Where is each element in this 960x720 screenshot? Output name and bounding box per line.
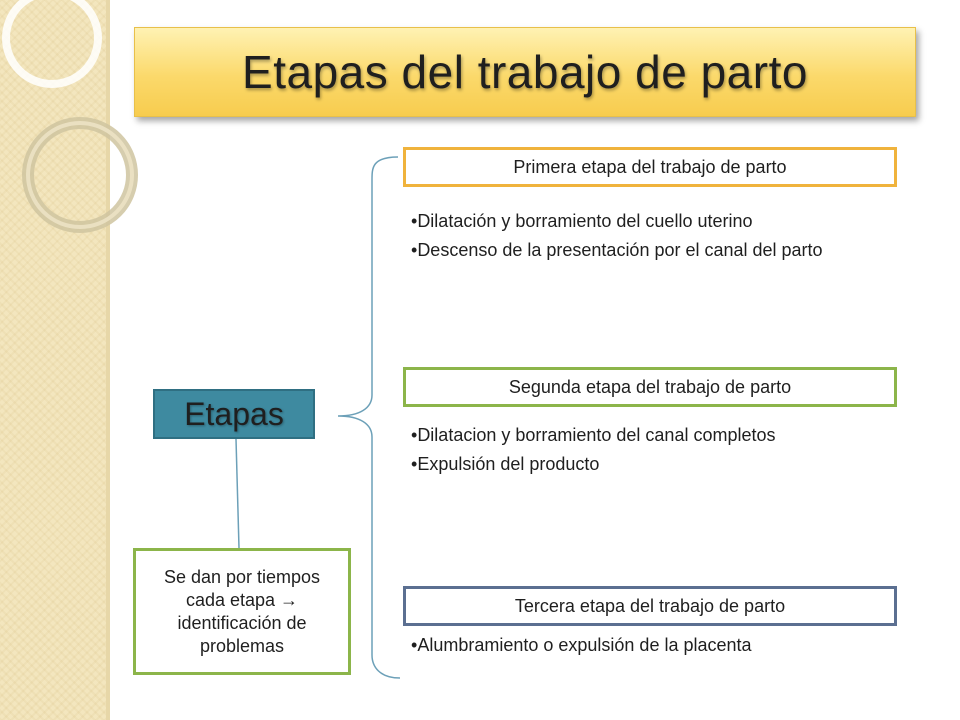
- list-item: • Descenso de la presentación por el canal del parto: [411, 236, 887, 265]
- page-title: Etapas del trabajo de parto: [242, 46, 808, 98]
- title-banner: [134, 27, 916, 117]
- stage-3-bullets: [411, 631, 887, 660]
- list-item: • Dilatación y borramiento del cuello uterino: [411, 207, 887, 236]
- note-box: [133, 548, 351, 675]
- etapas-to-note-line: [236, 439, 239, 548]
- list-item: • Dilatacion y borramiento del canal completos: [411, 421, 887, 450]
- list-item: • Alumbramiento o expulsión de la placenta: [411, 631, 887, 660]
- stage-1-bullets: [411, 207, 887, 265]
- note-line: cada etapa →: [185, 589, 299, 610]
- note-line: problemas: [199, 635, 285, 656]
- stage-2-header: Segunda etapa del trabajo de parto: [403, 367, 897, 407]
- note-line: identificación de: [177, 612, 307, 633]
- etapas-label: Etapas: [184, 395, 284, 432]
- stage-1-header: Primera etapa del trabajo de parto: [403, 147, 897, 187]
- note-line: Se dan por tiempos: [163, 566, 321, 587]
- etapas-node: [153, 389, 315, 439]
- stage-3-header: Tercera etapa del trabajo de parto: [403, 586, 897, 626]
- stage-2-bullets: [411, 421, 887, 479]
- list-item: • Expulsión del producto: [411, 450, 887, 479]
